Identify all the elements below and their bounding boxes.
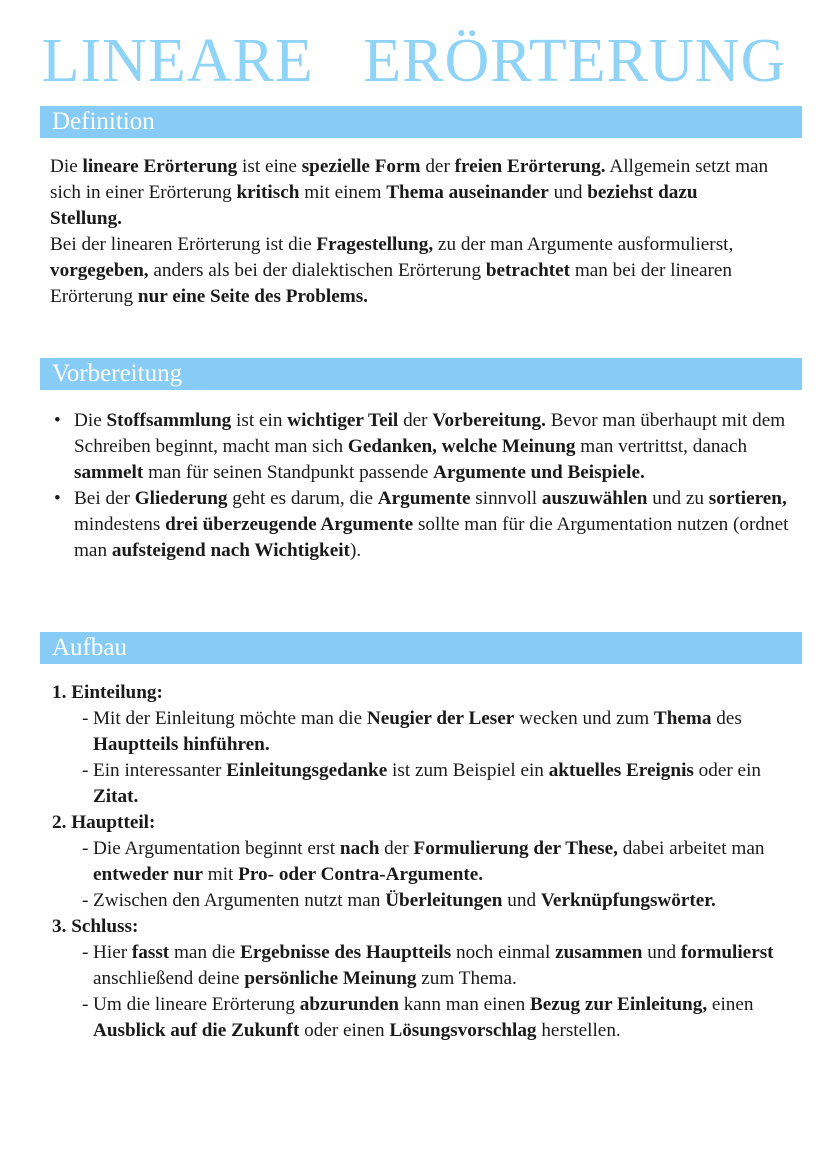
text-run: ist zum Beispiel ein [387, 760, 549, 781]
bold-text: Gedanken, welche Meinung [347, 436, 576, 457]
bold-text: betrachtet [485, 260, 571, 281]
bold-text: Thema [653, 708, 712, 729]
bold-text: abzurunden [299, 994, 399, 1015]
bold-text: Verknüpfungswörter. [540, 890, 716, 911]
bold-text: Thema auseinander [386, 182, 549, 203]
text-run: der [420, 156, 455, 177]
text-run: ist ein [231, 410, 288, 431]
text-run: Mit der Einleitung möchte man die [93, 708, 367, 729]
dash-list [52, 940, 787, 1044]
bold-text: drei überzeugende Argumente [165, 514, 414, 535]
bold-text: zusammen [555, 942, 643, 963]
text-run: sinnvoll [470, 488, 542, 509]
bullet-list [52, 408, 797, 564]
text-run: Zwischen den Argumenten nutzt man [93, 890, 386, 911]
page-title: LINEARE ERÖRTERUNG [41, 27, 787, 95]
bold-text: sortieren, [708, 488, 787, 509]
definition-paragraph [50, 232, 770, 310]
text-run: man bei der linearen Erörterung [50, 260, 732, 307]
text-run: oder ein [693, 760, 762, 781]
dash-item [52, 836, 787, 888]
text-run: mit [202, 864, 239, 885]
bold-text: persönliche Meinung [244, 968, 417, 989]
text-run: Um die lineare Erörterung [93, 994, 300, 1015]
text-run: der [379, 838, 414, 859]
text-run: ist eine [237, 156, 302, 177]
bold-text: sammelt [74, 462, 144, 483]
bullet-item [52, 486, 797, 564]
bold-text: Argumente und Beispiele. [433, 462, 645, 483]
text-run: Bevor man überhaupt mit dem Schreiben beginnt, macht man sich [74, 410, 786, 457]
numbered-item-label: 1. Einteilung: [52, 682, 163, 703]
bold-text: fasst [131, 942, 170, 963]
text-run: Ein interessanter [93, 760, 227, 781]
bold-text: Vorbereitung. [432, 410, 546, 431]
text-run: anschließend deine [93, 968, 245, 989]
aufbau-text [52, 680, 787, 1044]
text-run: geht es darum, die [227, 488, 378, 509]
text-run: kann man einen [398, 994, 530, 1015]
bold-text: vorgegeben, [50, 260, 149, 281]
text-run: man die [169, 942, 241, 963]
text-run: Die [74, 410, 107, 431]
text-run: herstellen. [536, 1020, 621, 1041]
text-run: mindestens [74, 514, 166, 535]
text-run: und zu [647, 488, 709, 509]
section-header-definition: Definition [40, 106, 802, 138]
bold-text: auszuwählen [541, 488, 648, 509]
bold-text: lineare Erörterung [82, 156, 238, 177]
text-run: Die Argumentation beginnt erst [93, 838, 340, 859]
dash-list [52, 836, 787, 914]
text-run: und [642, 942, 681, 963]
numbered-item-label: 3. Schluss: [52, 916, 139, 937]
bold-text: Argumente [377, 488, 471, 509]
text-run: Die [50, 156, 83, 177]
bold-text: formulierst [680, 942, 774, 963]
dash-item [52, 706, 787, 758]
bold-text: aufsteigend nach Wichtigkeit [111, 540, 350, 561]
text-run: oder einen [299, 1020, 390, 1041]
dash-item [52, 758, 787, 810]
text-run: des [711, 708, 742, 729]
bold-text: Ausblick auf die Zukunft [93, 1020, 300, 1041]
text-run: einen [707, 994, 754, 1015]
dash-item [52, 888, 787, 914]
bold-text: Lösungsvorschlag [389, 1020, 537, 1041]
numbered-item [52, 914, 787, 1044]
text-run: Allgemein setzt man sich in einer Erörterung [50, 156, 769, 203]
bullet-item [52, 408, 797, 486]
bold-text: Hauptteils hinführen. [93, 734, 270, 755]
dash-item [52, 940, 787, 992]
bold-text: aktuelles Ereignis [548, 760, 694, 781]
bold-text: Gliederung [134, 488, 228, 509]
bold-text: Pro- oder Contra-Argumente. [238, 864, 484, 885]
text-run: zu der man Argumente ausformulierst, [433, 234, 734, 255]
bold-text: Fragestellung, [316, 234, 434, 255]
text-run: Bei der linearen Erörterung ist die [50, 234, 317, 255]
text-run: der [398, 410, 433, 431]
text-run: man vertrittst, danach [575, 436, 748, 457]
numbered-item [52, 680, 787, 810]
text-run: Bei der [74, 488, 135, 509]
bold-text: beziehst dazu Stellung. [50, 182, 698, 229]
bold-text: Neugier der Leser [366, 708, 515, 729]
dash-item [52, 992, 787, 1044]
bold-text: spezielle Form [301, 156, 421, 177]
numbered-item [52, 810, 787, 914]
text-run: zum Thema. [416, 968, 517, 989]
bold-text: nach [339, 838, 380, 859]
text-run: ). [349, 540, 362, 561]
bold-text: wichtiger Teil [287, 410, 399, 431]
vorbereitung-text [52, 408, 797, 564]
bold-text: Einleitungsgedanke [226, 760, 388, 781]
text-run: sollte man für die Argumentation nutzen (ordnet man [74, 514, 789, 561]
bold-text: freien Erörterung. [454, 156, 606, 177]
definition-paragraph [50, 154, 770, 232]
bold-text: Überleitungen [385, 890, 503, 911]
text-run: dabei arbeitet man [617, 838, 765, 859]
bold-text: entweder nur [93, 864, 203, 885]
numbered-item-label: 2. Hauptteil: [52, 812, 156, 833]
text-run: man für seinen Standpunkt passende [143, 462, 434, 483]
text-run: wecken und zum [514, 708, 654, 729]
bold-text: Zitat. [93, 786, 139, 807]
bold-text: kritisch [236, 182, 300, 203]
section-header-vorbereitung: Vorbereitung [40, 358, 802, 390]
numbered-list [52, 680, 787, 1044]
text-run: noch einmal [451, 942, 556, 963]
text-run: und [548, 182, 588, 203]
text-run: und [502, 890, 541, 911]
bold-text: Ergebnisse des Hauptteils [240, 942, 452, 963]
definition-text [50, 154, 770, 310]
bold-text: nur eine Seite des Problems. [137, 286, 368, 307]
dash-list [52, 706, 787, 810]
bold-text: Bezug zur Einleitung, [529, 994, 708, 1015]
text-run: Hier [93, 942, 132, 963]
bold-text: Formulierung der These, [413, 838, 618, 859]
section-header-aufbau: Aufbau [40, 632, 802, 664]
text-run: anders als bei der dialektischen Erörterung [148, 260, 486, 281]
bold-text: Stoffsammlung [106, 410, 232, 431]
text-run: mit einem [299, 182, 387, 203]
